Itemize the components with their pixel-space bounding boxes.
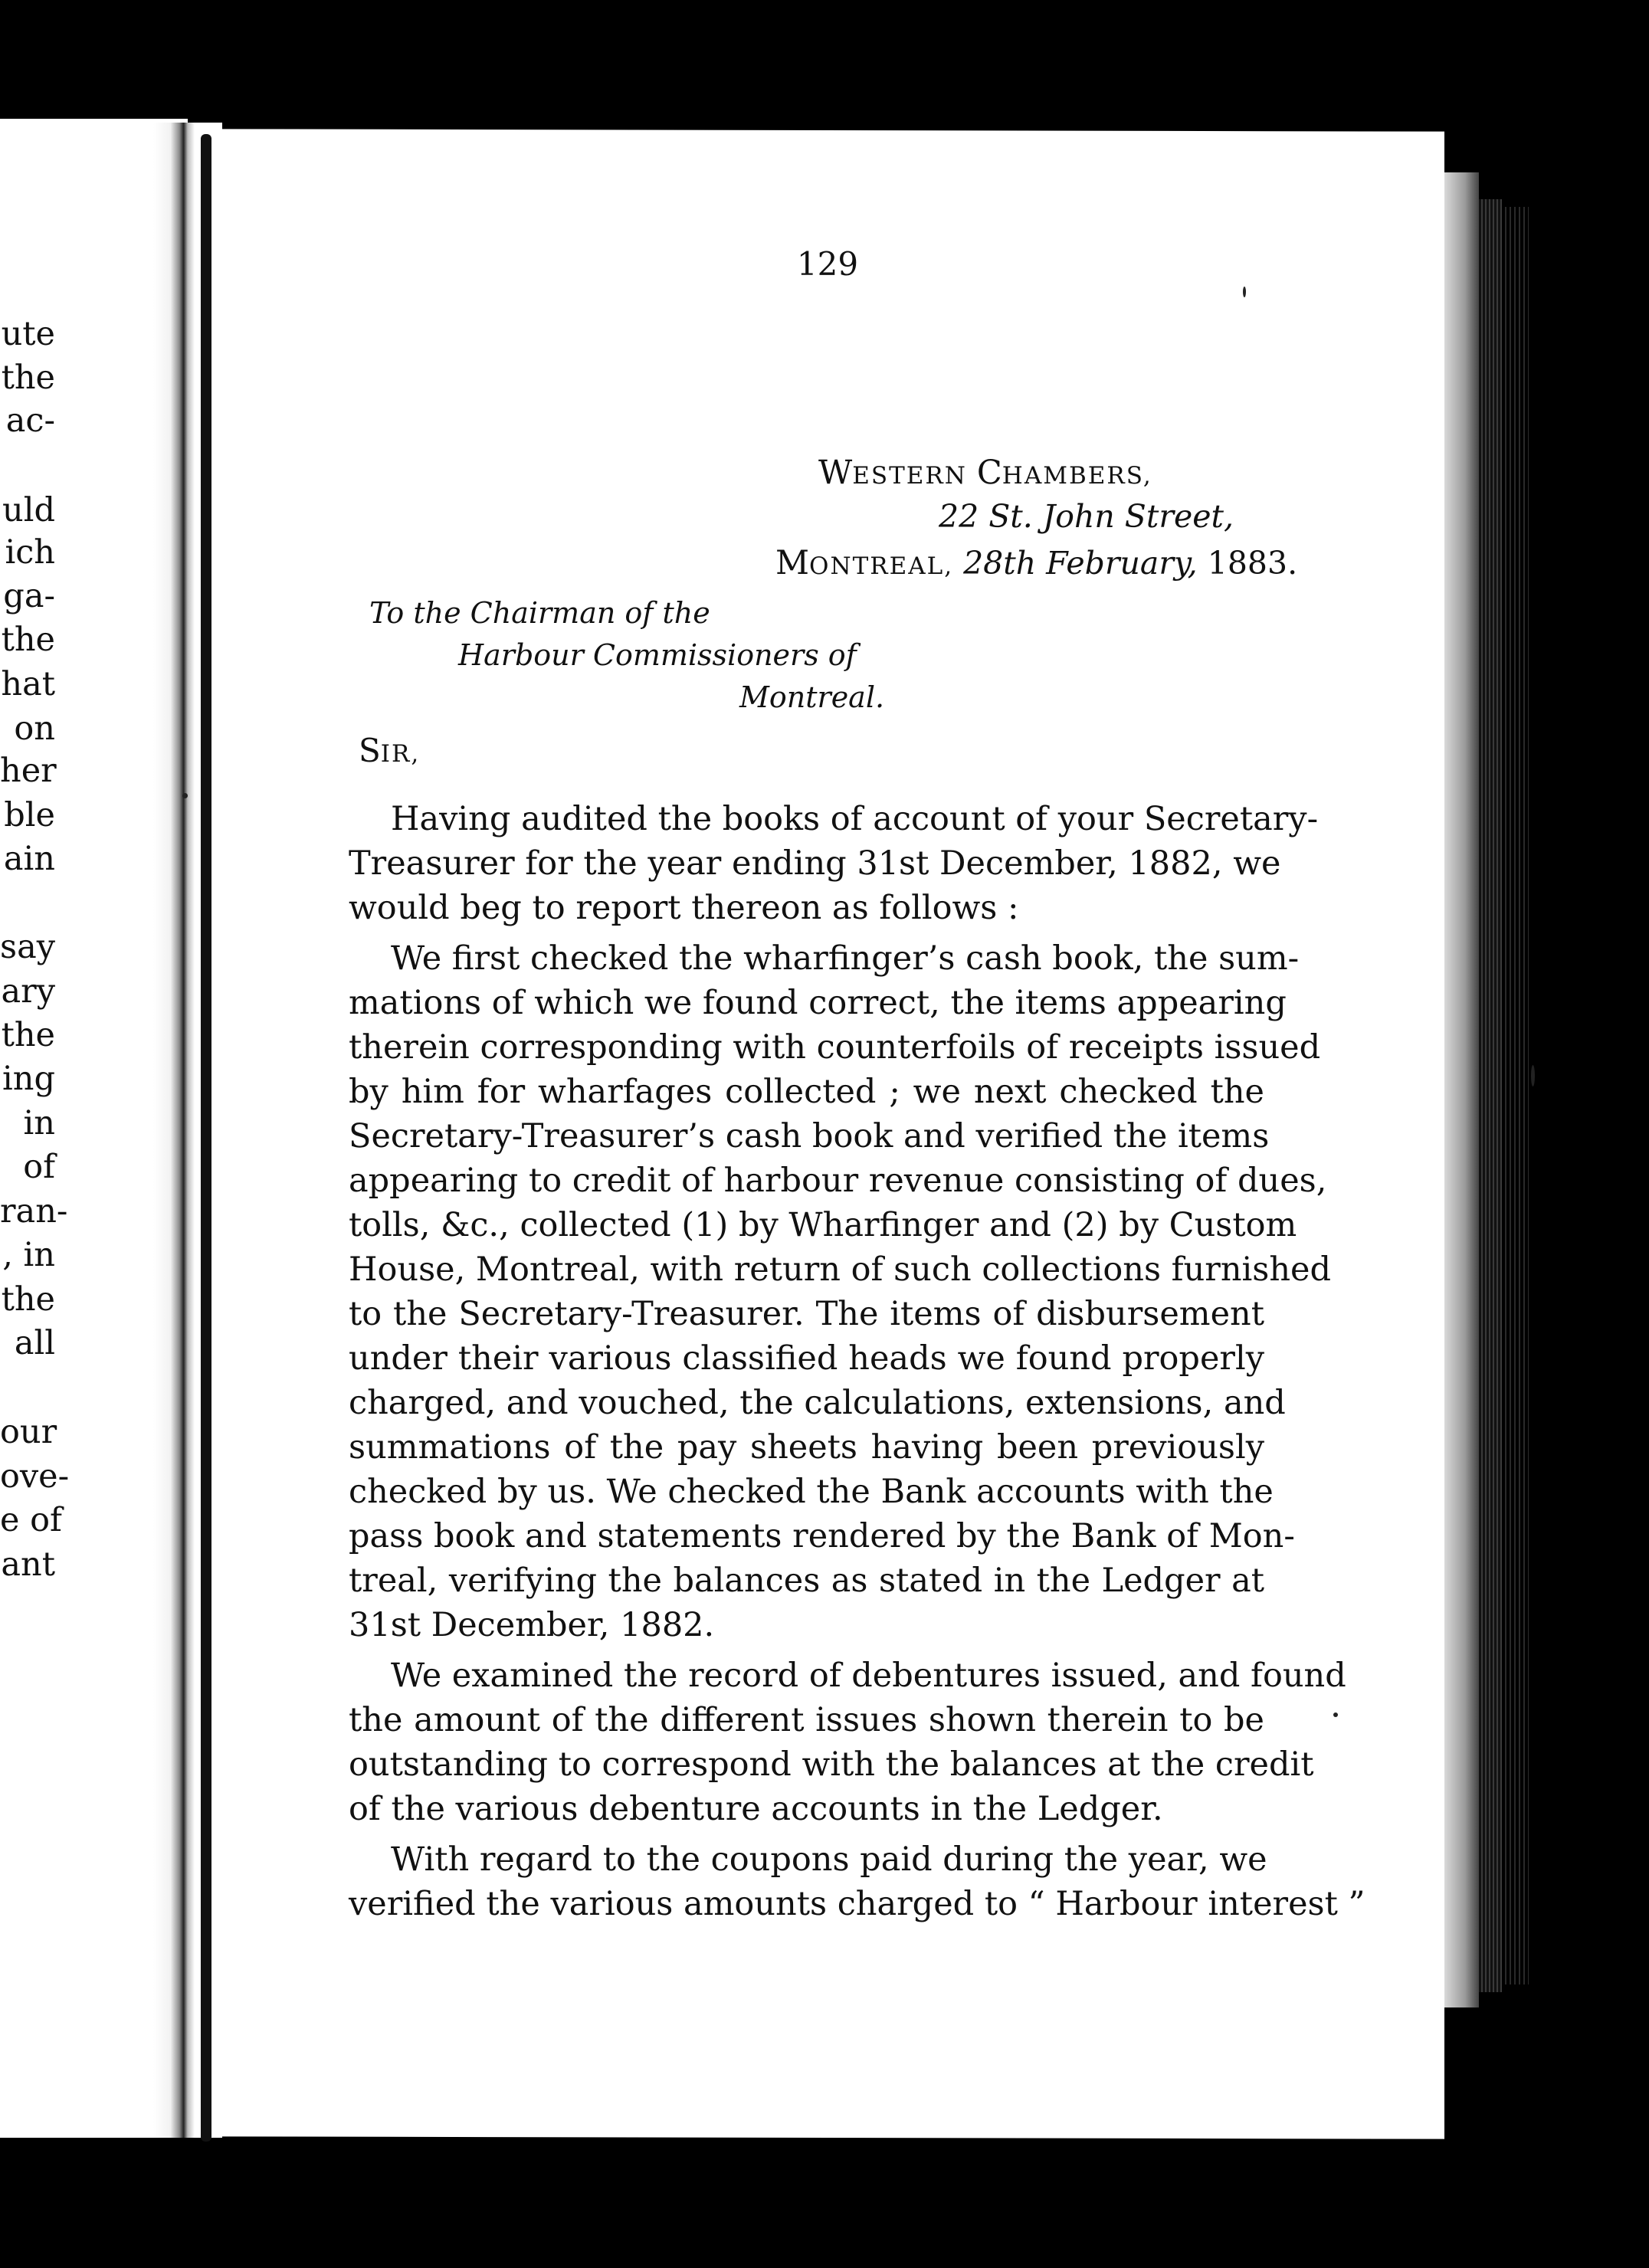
page-stack-edges: [1479, 199, 1502, 1992]
page-stack-edges-outer: [1502, 207, 1529, 1984]
left-page-fragment: ble: [4, 796, 55, 834]
paragraph-gap: [349, 930, 1264, 936]
address-line-1: [818, 454, 1152, 492]
left-page-fragment: the: [1, 621, 55, 659]
paragraph-gap: [349, 1647, 1264, 1653]
left-page-fragment: say: [0, 928, 55, 966]
paragraph: [349, 797, 1319, 930]
address-initial-c: C: [976, 454, 1002, 492]
left-page-fragment: , in: [2, 1236, 55, 1274]
paragraph-gap: [349, 1831, 1264, 1837]
scan-speck: [1243, 287, 1246, 297]
text-line: to the Secretary-Treasurer. The items of disbursement: [349, 1295, 1264, 1333]
paragraph: [349, 1653, 1346, 1831]
text-line: 31st December, 1882.: [349, 1606, 715, 1644]
text-line: summations of the pay sheets having been previously: [349, 1428, 1264, 1467]
text-line: We first checked the wharfinger’s cash book, the sum-: [391, 939, 1300, 978]
address-western: ESTERN: [852, 462, 967, 490]
address-line-3: [775, 544, 1297, 582]
salutation: [359, 732, 420, 769]
book-gutter: [153, 123, 222, 2138]
text-line: verified the various amounts charged to “ Harbour interest ”: [349, 1885, 1365, 1923]
left-page-fragment: ain: [3, 840, 55, 878]
left-page-fragment: of: [23, 1148, 55, 1186]
left-page-fragment: the: [1, 1280, 55, 1319]
text-line: We examined the record of debentures issued, and found: [391, 1657, 1346, 1695]
address-montreal: ONTREAL,: [809, 552, 954, 580]
addressee-line-1: To the Chairman of the: [369, 596, 710, 630]
text-line: tolls, &c., collected (1) by Wharfinger and (2) by Custom: [349, 1206, 1297, 1244]
text-line: charged, and vouched, the calculations, extensions, and: [349, 1384, 1286, 1422]
text-line: Having audited the books of account of your Secretary-: [391, 800, 1319, 838]
address-initial-m: M: [775, 544, 810, 582]
text-line: Secretary-Treasurer’s cash book and verified the items: [349, 1117, 1270, 1155]
paragraph: [349, 936, 1332, 1647]
left-page-fragment: the: [1, 359, 55, 397]
text-line: the amount of the different issues shown therein to be: [349, 1701, 1264, 1739]
left-page-fragment: ran-: [0, 1192, 68, 1231]
scan-speck: [182, 793, 188, 798]
left-page-fragment: ga-: [3, 577, 55, 615]
address-initial-w: W: [818, 454, 853, 492]
text-line: therein corresponding with counterfoils of receipts issued: [349, 1028, 1321, 1067]
addressee-line-2: Harbour Commissioners of: [458, 638, 857, 672]
text-line: appearing to credit of harbour revenue consisting of dues,: [349, 1162, 1327, 1200]
addressee-line-3: Montreal.: [739, 680, 885, 714]
left-page-fragment: her: [0, 752, 57, 790]
left-page-fragment: the: [1, 1016, 55, 1054]
left-page-fragment: ac-: [5, 401, 55, 440]
left-page-fragment: uld: [2, 491, 55, 529]
text-line: of the various debenture accounts in the Ledger.: [349, 1790, 1163, 1828]
text-line: checked by us. We checked the Bank accounts with the: [349, 1473, 1274, 1511]
left-page-fragment: ant: [1, 1545, 55, 1584]
address-chambers: HAMBERS,: [1002, 462, 1152, 490]
page-edge-shadow: [1444, 172, 1479, 2007]
text-line: outstanding to correspond with the balances at the credit: [349, 1745, 1314, 1784]
left-page-fragment: hat: [1, 665, 55, 703]
left-page-fragment: in: [23, 1104, 55, 1142]
left-page-fragment: all: [14, 1324, 55, 1362]
letter-body: [349, 797, 1365, 1926]
left-page-fragment: ary: [1, 972, 55, 1011]
scan-speck: [1531, 1065, 1535, 1086]
text-line: mations of which we found correct, the items appearing: [349, 984, 1287, 1022]
left-page-fragment: ing: [2, 1060, 55, 1098]
left-page-fragment: ove-: [0, 1457, 70, 1496]
paragraph: [349, 1837, 1365, 1926]
letter-date: 28th February,: [963, 545, 1198, 582]
salutation-rest: IR,: [380, 740, 421, 768]
binding-shadow: [201, 134, 211, 2142]
left-page-fragment: e of: [0, 1501, 62, 1539]
page-number: 129: [796, 245, 859, 283]
text-line: would beg to report thereon as follows :: [349, 889, 1019, 927]
left-page-fragment: on: [14, 710, 55, 748]
scan-speck: [1333, 1712, 1338, 1717]
text-line: pass book and statements rendered by the Bank of Mon-: [349, 1517, 1295, 1555]
text-line: Treasurer for the year ending 31st December, 1882, we: [349, 844, 1281, 883]
address-line-2: 22 St. John Street,: [939, 498, 1234, 535]
text-line: treal, verifying the balances as stated in the Ledger at: [349, 1562, 1264, 1600]
left-page-fragment: ute: [1, 315, 55, 353]
text-line: by him for wharfages collected ; we next checked the: [349, 1073, 1264, 1111]
letter-year: 1883.: [1207, 545, 1298, 582]
text-line: under their various classified heads we found properly: [349, 1339, 1264, 1378]
text-line: House, Montreal, with return of such collections furnished: [349, 1250, 1332, 1289]
left-page-fragment: our: [0, 1413, 57, 1451]
salutation-initial: S: [359, 732, 381, 769]
left-page-fragment: ich: [5, 533, 55, 572]
text-line: With regard to the coupons paid during the year, we: [391, 1840, 1267, 1879]
